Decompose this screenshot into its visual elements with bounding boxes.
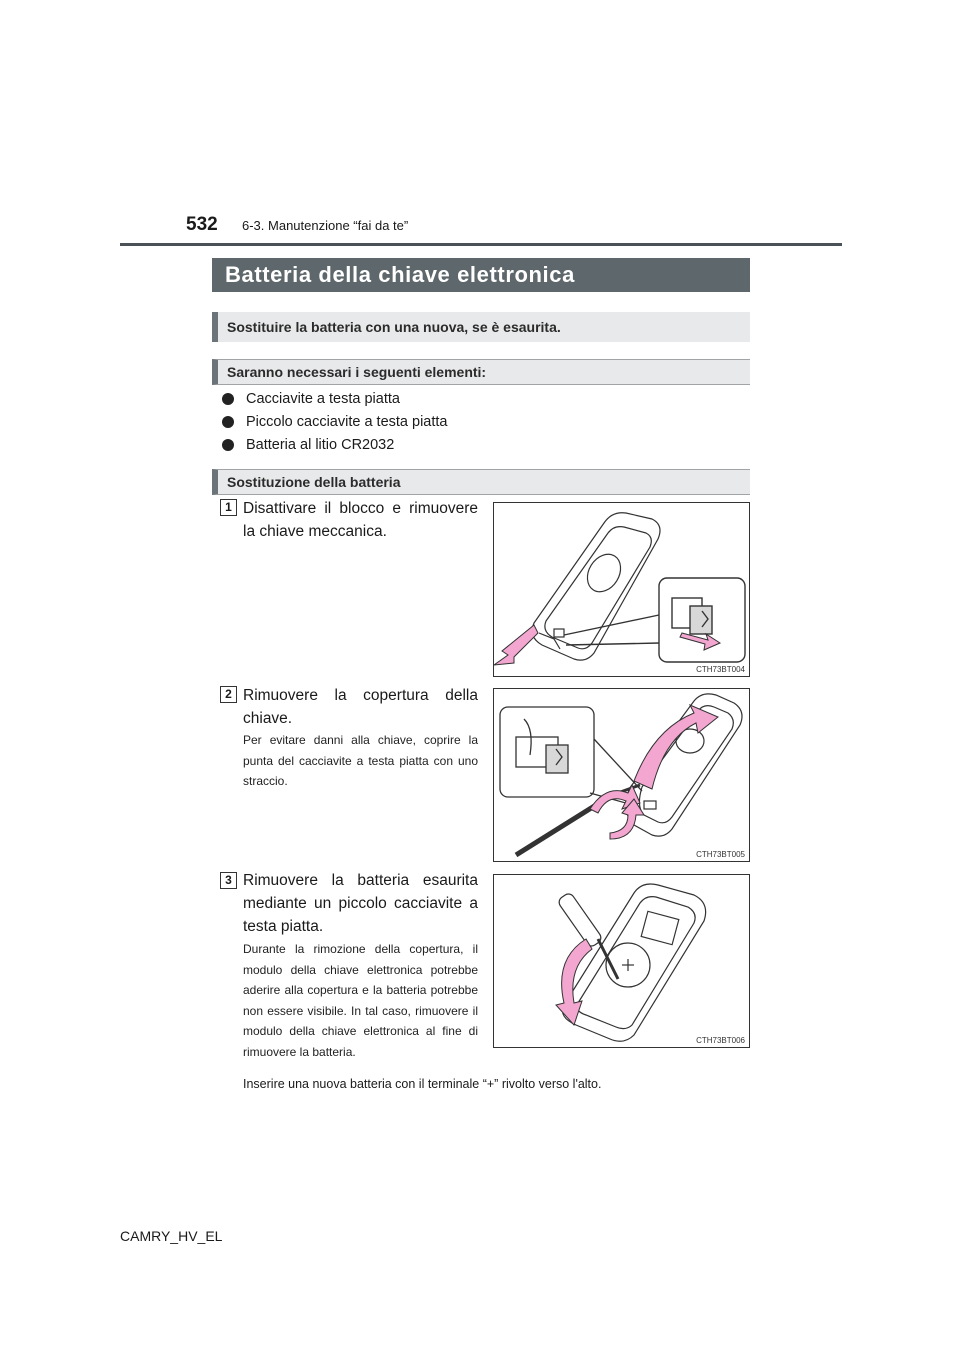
page-title: Batteria della chiave elettronica <box>212 258 750 292</box>
final-note: Inserire una nuova batteria con il terminale “+” rivolto verso l'alto. <box>243 1077 602 1091</box>
figure-remove-mechanical-key <box>493 502 750 677</box>
intro-bar <box>212 312 750 342</box>
step-note: Durante la rimozione della copertura, il modulo della chiave elettronica potrebbe aderire alla copertura e la batteria potrebbe non essere visibile. In tal caso, rimuovere il modulo della chiave elettronica al fine di rimuovere la batteria. <box>243 942 478 1059</box>
page-number: 532 <box>186 214 218 235</box>
tool-item-text: Batteria al litio CR2032 <box>246 437 395 453</box>
section-reference: 6-3. Manutenzione “fai da te” <box>242 218 409 233</box>
key-cover-illustration <box>494 689 749 861</box>
steps-bar <box>212 469 750 495</box>
tool-item <box>222 414 448 430</box>
figure-remove-battery <box>493 874 750 1048</box>
figure-code: CTH73BT004 <box>696 665 745 674</box>
figure-remove-key-cover <box>493 688 750 862</box>
needed-items-bar <box>212 359 750 385</box>
step-number: 1 <box>220 499 237 516</box>
footer-code: CAMRY_HV_EL <box>120 1228 223 1244</box>
steps-bar-text: Sostituzione della batteria <box>227 474 401 490</box>
bullet-icon <box>222 416 234 428</box>
step-text: Rimuovere la batteria esaurita mediante un piccolo cacciavite a testa piatta. <box>243 872 478 935</box>
intro-bar-text: Sostituire la batteria con una nuova, se è esaurita. <box>227 319 561 335</box>
bullet-icon <box>222 439 234 451</box>
battery-removal-illustration <box>494 875 749 1047</box>
tool-item-text: Cacciavite a testa piatta <box>246 391 400 407</box>
tool-item <box>222 391 400 407</box>
header-rule <box>120 243 842 246</box>
tool-item-text: Piccolo cacciavite a testa piatta <box>246 414 448 430</box>
key-fob-illustration <box>494 503 749 676</box>
bullet-icon <box>222 393 234 405</box>
step-number: 3 <box>220 872 237 889</box>
step-number: 2 <box>220 686 237 703</box>
step-text: Disattivare il blocco e rimuovere la chiave meccanica. <box>243 500 478 540</box>
step-note: Per evitare danni alla chiave, coprire la punta del cacciavite a testa piatta con uno straccio. <box>243 733 478 788</box>
tool-item <box>222 437 394 453</box>
step-text: Rimuovere la copertura della chiave. <box>243 687 478 727</box>
needed-items-bar-text: Saranno necessari i seguenti elementi: <box>227 364 487 380</box>
figure-code: CTH73BT006 <box>696 1036 745 1045</box>
figure-code: CTH73BT005 <box>696 850 745 859</box>
